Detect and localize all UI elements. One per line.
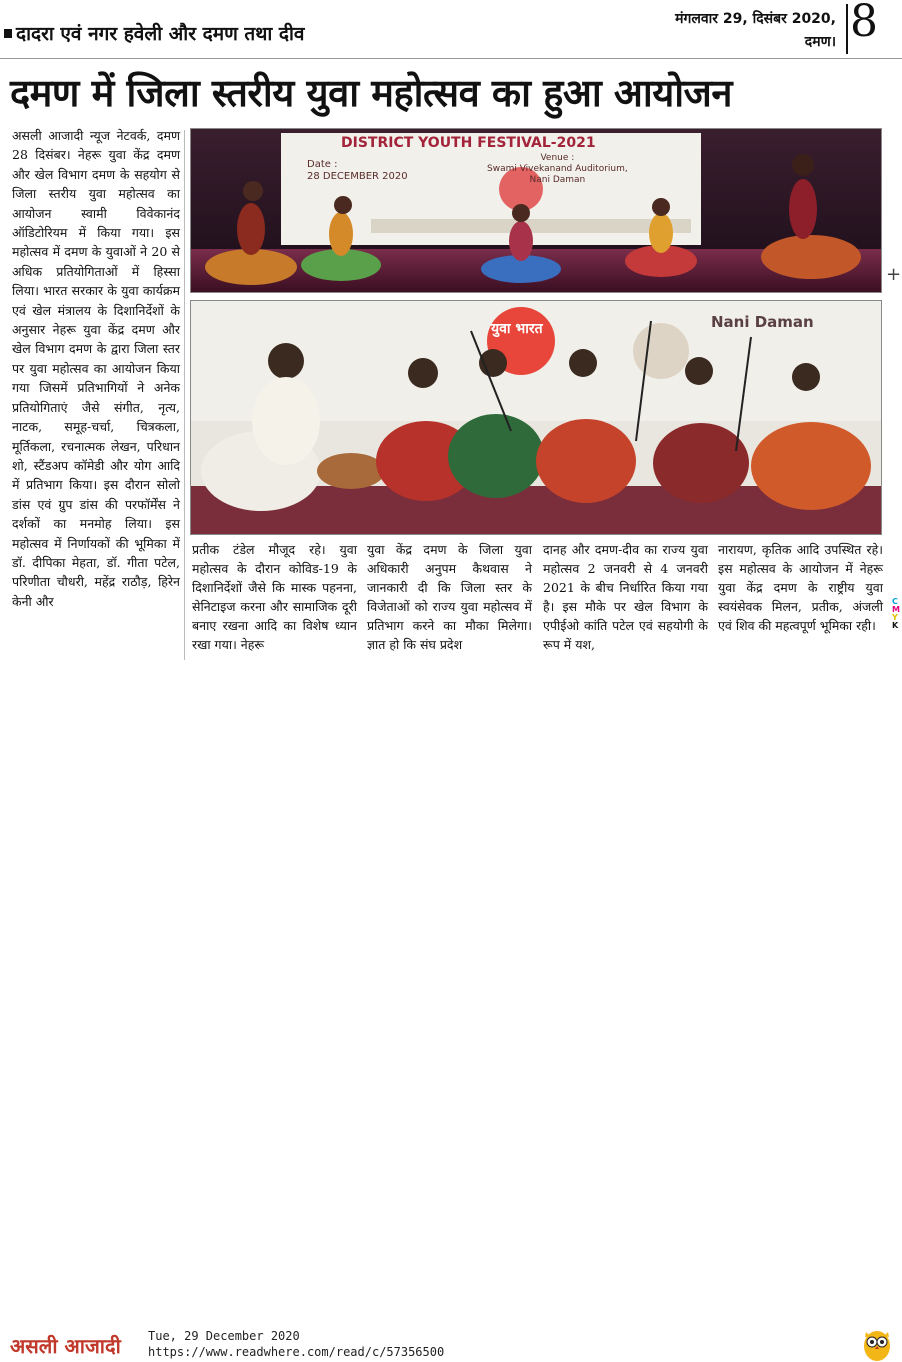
page-number: 8 [850, 0, 878, 47]
banner-venue-line1: Swami Vivekanand Auditorium, [487, 164, 628, 174]
banner-venue-label: Venue : [540, 153, 575, 163]
cmyk-marks [892, 598, 900, 630]
issue-date [675, 8, 836, 54]
crosshair-mark-icon: + [886, 264, 902, 285]
article-column-3: युवा केंद्र दमण के जिला युवा अधिकारी अनुपम कैथवास ने जानकारी दी कि जिला स्तर के विजेताओं को राज्य युवा महोत्सव में प्रतिभाग करने का मौका मिलेगा। ज्ञात हो कि संघ प्रदेश [367, 542, 532, 652]
cmyk-c: C [892, 597, 898, 606]
issue-date-line1: मंगलवार 29, दिसंबर 2020, [675, 11, 836, 27]
banner-venue [487, 153, 628, 186]
music-performance-photo [190, 300, 882, 535]
article-column-4: दानह और दमण-दीव का राज्य युवा महोत्सव 2 जनवरी से 4 जनवरी 2021 के बीच निर्धारित किया गया है। इस मौके पर खेल विभाग के एपीईओ कांति पटेल एवं सहयोगी के रूप में यश, [543, 542, 708, 652]
banner-date-label: Date : [307, 159, 338, 170]
section-title-text: दादरा एवं नगर हवेली और दमण तथा दीव [16, 23, 305, 45]
owl-icon [862, 1326, 892, 1362]
article-column-2: प्रतीक टंडेल मौजूद रहे। युवा महोत्सव के दौरान कोविड-19 के दिशानिर्देशों जैसे कि मास्क पहनना, सेनिटाइज करना और सामाजिक दूरी बनाए रखना आदि का विशेष ध्यान रखा गया। नेहरू [192, 542, 357, 652]
cmyk-k: K [892, 621, 899, 630]
headline: दमण में जिला स्तरीय युवा महोत्सव का हुआ आयोजन [10, 71, 732, 115]
footer-info [148, 1328, 444, 1360]
header-rule [0, 58, 902, 59]
yuva-bharat-logo: युवा भारत [491, 321, 543, 337]
banner-date [307, 159, 408, 183]
cmyk-y: Y [892, 613, 898, 622]
footer-url[interactable]: https://www.readwhere.com/read/c/57356500 [148, 1345, 445, 1359]
banner-venue-line2: Nani Daman [529, 175, 586, 185]
section-title [4, 20, 305, 46]
banner-title: DISTRICT YOUTH FESTIVAL-2021 [341, 135, 596, 151]
column-divider [184, 130, 185, 660]
cmyk-m: M [892, 605, 900, 614]
dance-performance-photo [190, 128, 882, 293]
footer-date: Tue, 29 December 2020 [148, 1329, 300, 1343]
square-bullet-icon [4, 29, 12, 38]
article-column-1: असली आजादी न्यूज नेटवर्क, दमण 28 दिसंबर। नेहरू युवा केंद्र दमण और खेल विभाग दमण के सहयोग से जिला स्तरीय युवा महोत्सव का आयोजन स्वामी विवेकानंद ऑडिटोरियम में किया गया। इस महोत्सव में दमण के युवाओं ने 20 से अधिक प्रतियोगिताओं में हिस्सा लिया। भारत सरकार के युवा कार्यक्रम एवं खेल मंत्रालय के दिशानिर्देशों के अनुसार नेहरू युवा केंद्र दमण और खेल विभाग दमण के द्वारा जिला स्तर पर युवा महोत्सव का आयोजन किया गया जिसमें प्रतिभागियों ने अनेक प्रतियोगिताएं जैसे संगीत, नृत्य, नाटक, समूह-चर्चा, चित्रकला, मूर्तिकला, रचनात्मक लेखन, परिधान शो, स्टैंडअप कॉमेडी और योग आदि में प्रतिभाग किया। इस दौरान सोलो डांस एवं ग्रुप डांस की परफॉर्मेंस ने दर्शकों का मनमोह लिया। इस महोत्सव में निर्णायकों की भूमिका में डॉ. दीपिका मेहता, डॉ. गीता पटेल, परिणीता चौधरी, महेंद्र राठौड़, हिरेन केनी और [12, 128, 180, 609]
banner-date-value: 28 DECEMBER 2020 [307, 171, 408, 182]
issue-date-line2: दमण। [804, 34, 836, 50]
article-column-5: नारायण, कृतिक आदि उपस्थित रहे। इस महोत्सव के आयोजन में नेहरू युवा केंद्र दमण के राष्ट्रीय युवा स्वयंसेवक मिलन, प्रतीक, अंजली एवं शिव की महत्वपूर्ण भूमिका रही। [718, 542, 883, 633]
brand-logo: असली आजादी [10, 1334, 121, 1358]
page-footer [0, 662, 902, 1359]
banner-location: Nani Daman [711, 313, 814, 331]
page-header [0, 0, 902, 58]
header-divider [846, 4, 848, 54]
